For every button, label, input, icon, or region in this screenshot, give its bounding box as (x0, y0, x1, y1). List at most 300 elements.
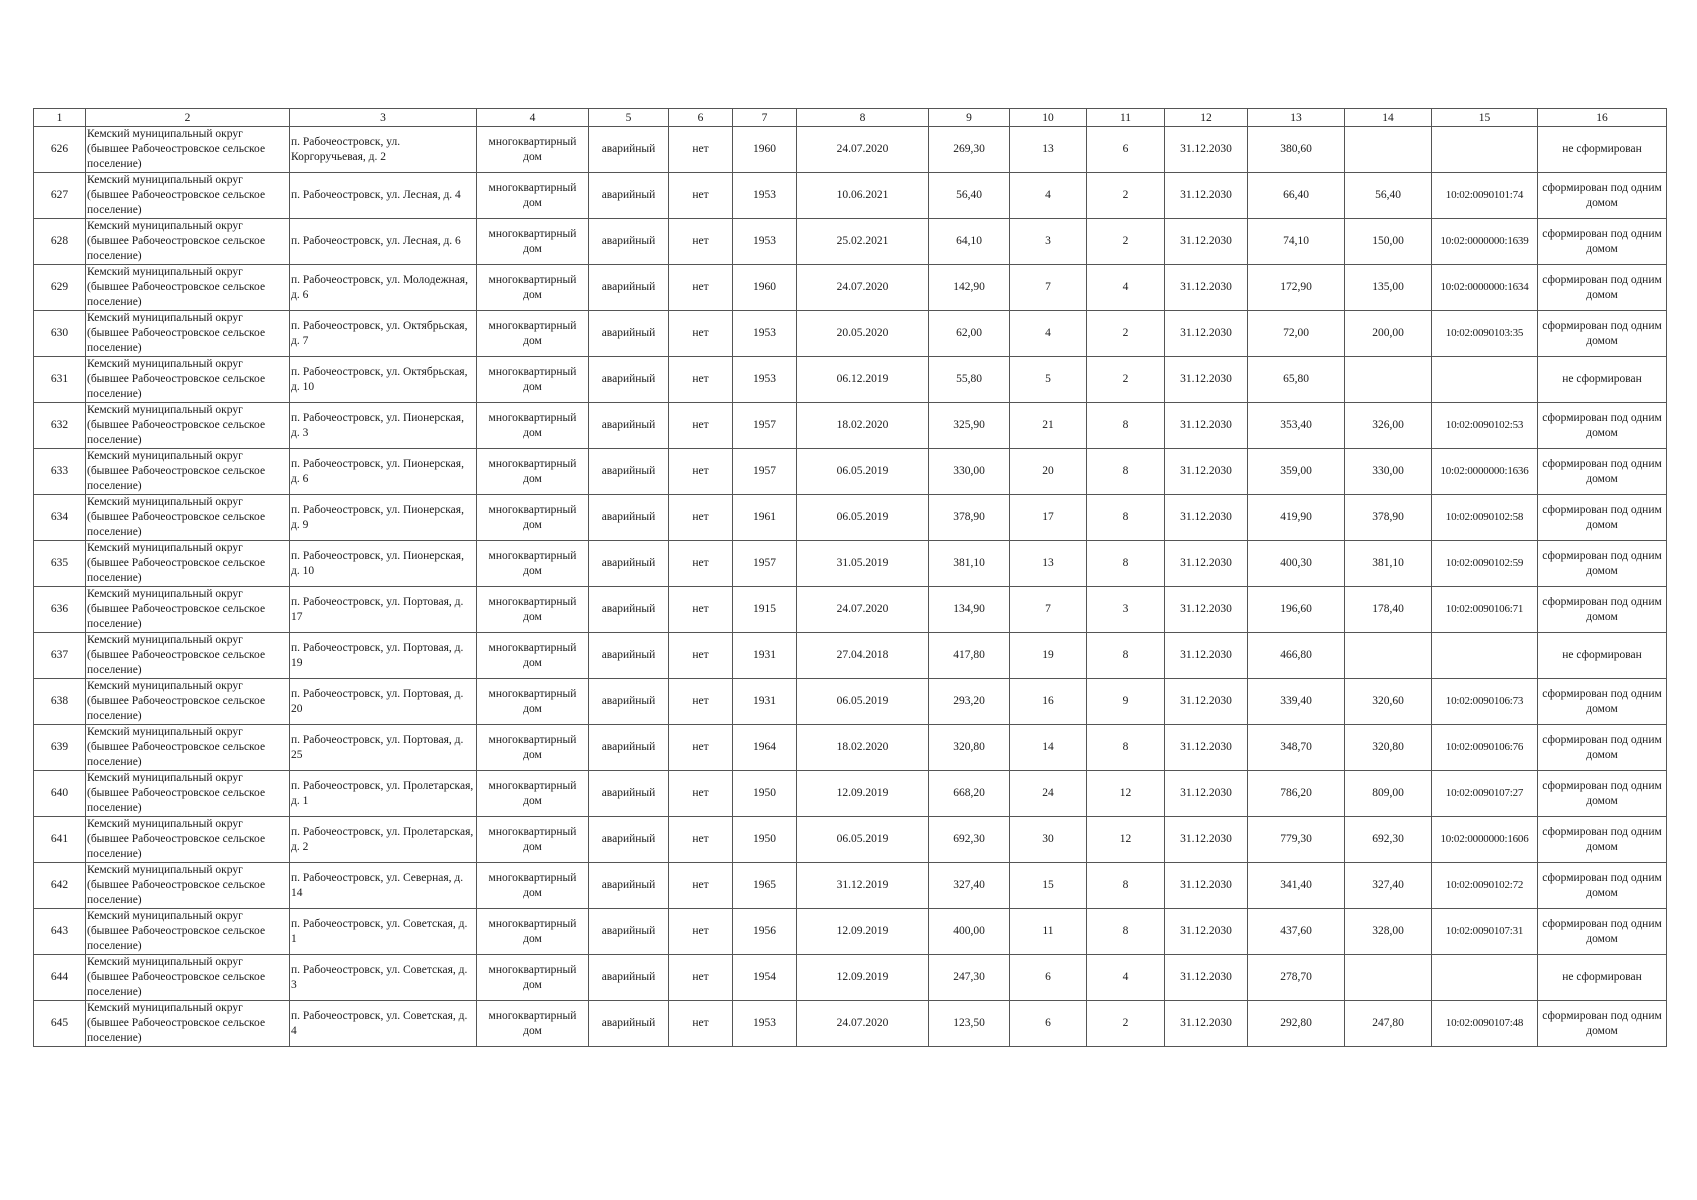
condition-cell: аварийный (589, 265, 669, 311)
apartments-cell: 8 (1087, 403, 1165, 449)
land-status-cell: сформирован под одним домом (1538, 771, 1667, 817)
total-area-cell: 172,90 (1248, 265, 1345, 311)
flag-cell: нет (669, 449, 733, 495)
cadastral-number-cell: 10:02:0000000:1636 (1432, 449, 1538, 495)
condition-cell: аварийный (589, 587, 669, 633)
land-area-cell: 320,80 (1345, 725, 1432, 771)
apartments-cell: 8 (1087, 909, 1165, 955)
flag-cell: нет (669, 173, 733, 219)
cadastral-number-cell (1432, 357, 1538, 403)
condition-cell: аварийный (589, 1001, 669, 1047)
year-built-cell: 1953 (733, 1001, 797, 1047)
condition-cell: аварийный (589, 633, 669, 679)
table-row (34, 587, 1667, 633)
condition-cell: аварийный (589, 863, 669, 909)
header-row (34, 109, 1667, 127)
land-area-cell: 135,00 (1345, 265, 1432, 311)
municipality-cell: Кемский муниципальный округ (бывшее Рабочеостровское сельское поселение) (86, 679, 290, 725)
resettlement-deadline-cell: 31.12.2030 (1165, 1001, 1248, 1047)
row-number-cell: 643 (34, 909, 86, 955)
land-status-cell: сформирован под одним домом (1538, 1001, 1667, 1047)
area-cell: 330,00 (929, 449, 1010, 495)
municipality-cell: Кемский муниципальный округ (бывшее Рабочеостровское сельское поселение) (86, 173, 290, 219)
address-cell: п. Рабочеостровск, ул. Пролетарская, д. 1 (290, 771, 477, 817)
column-header-1: 1 (34, 109, 86, 127)
residents-cell: 19 (1010, 633, 1087, 679)
column-number-header (34, 109, 1667, 127)
column-header-2: 2 (86, 109, 290, 127)
address-cell: п. Рабочеостровск, ул. Портовая, д. 20 (290, 679, 477, 725)
table-row (34, 909, 1667, 955)
land-status-cell: сформирован под одним домом (1538, 541, 1667, 587)
building-type-cell: многоквартирный дом (477, 357, 589, 403)
total-area-cell: 341,40 (1248, 863, 1345, 909)
year-built-cell: 1960 (733, 265, 797, 311)
condition-cell: аварийный (589, 955, 669, 1001)
address-cell: п. Рабочеостровск, ул. Октябрьская, д. 7 (290, 311, 477, 357)
recognition-date-cell: 12.09.2019 (797, 771, 929, 817)
recognition-date-cell: 27.04.2018 (797, 633, 929, 679)
recognition-date-cell: 18.02.2020 (797, 403, 929, 449)
housing-table (33, 108, 1667, 1047)
total-area-cell: 466,80 (1248, 633, 1345, 679)
flag-cell: нет (669, 127, 733, 173)
year-built-cell: 1964 (733, 725, 797, 771)
building-type-cell: многоквартирный дом (477, 541, 589, 587)
area-cell: 56,40 (929, 173, 1010, 219)
column-header-8: 8 (797, 109, 929, 127)
condition-cell: аварийный (589, 909, 669, 955)
land-area-cell: 381,10 (1345, 541, 1432, 587)
flag-cell: нет (669, 357, 733, 403)
column-header-12: 12 (1165, 109, 1248, 127)
condition-cell: аварийный (589, 495, 669, 541)
land-area-cell: 178,40 (1345, 587, 1432, 633)
resettlement-deadline-cell: 31.12.2030 (1165, 633, 1248, 679)
row-number-cell: 636 (34, 587, 86, 633)
row-number-cell: 635 (34, 541, 86, 587)
recognition-date-cell: 24.07.2020 (797, 127, 929, 173)
flag-cell: нет (669, 909, 733, 955)
year-built-cell: 1953 (733, 311, 797, 357)
municipality-cell: Кемский муниципальный округ (бывшее Рабочеостровское сельское поселение) (86, 265, 290, 311)
apartments-cell: 2 (1087, 311, 1165, 357)
resettlement-deadline-cell: 31.12.2030 (1165, 357, 1248, 403)
resettlement-deadline-cell: 31.12.2030 (1165, 311, 1248, 357)
table-row (34, 127, 1667, 173)
land-area-cell: 378,90 (1345, 495, 1432, 541)
municipality-cell: Кемский муниципальный округ (бывшее Рабочеостровское сельское поселение) (86, 1001, 290, 1047)
row-number-cell: 639 (34, 725, 86, 771)
address-cell: п. Рабочеостровск, ул. Пионерская, д. 9 (290, 495, 477, 541)
land-area-cell (1345, 633, 1432, 679)
land-area-cell: 327,40 (1345, 863, 1432, 909)
land-status-cell: не сформирован (1538, 357, 1667, 403)
resettlement-deadline-cell: 31.12.2030 (1165, 219, 1248, 265)
land-status-cell: сформирован под одним домом (1538, 679, 1667, 725)
table-row (34, 679, 1667, 725)
apartments-cell: 3 (1087, 587, 1165, 633)
total-area-cell: 353,40 (1248, 403, 1345, 449)
recognition-date-cell: 06.05.2019 (797, 449, 929, 495)
address-cell: п. Рабочеостровск, ул. Лесная, д. 4 (290, 173, 477, 219)
resettlement-deadline-cell: 31.12.2030 (1165, 587, 1248, 633)
residents-cell: 30 (1010, 817, 1087, 863)
resettlement-deadline-cell: 31.12.2030 (1165, 725, 1248, 771)
land-area-cell: 247,80 (1345, 1001, 1432, 1047)
cadastral-number-cell: 10:02:0090102:59 (1432, 541, 1538, 587)
resettlement-deadline-cell: 31.12.2030 (1165, 955, 1248, 1001)
resettlement-deadline-cell: 31.12.2030 (1165, 495, 1248, 541)
resettlement-deadline-cell: 31.12.2030 (1165, 817, 1248, 863)
column-header-15: 15 (1432, 109, 1538, 127)
cadastral-number-cell: 10:02:0000000:1606 (1432, 817, 1538, 863)
address-cell: п. Рабочеостровск, ул. Портовая, д. 19 (290, 633, 477, 679)
land-status-cell: сформирован под одним домом (1538, 863, 1667, 909)
row-number-cell: 629 (34, 265, 86, 311)
total-area-cell: 348,70 (1248, 725, 1345, 771)
cadastral-number-cell: 10:02:0090106:71 (1432, 587, 1538, 633)
building-type-cell: многоквартирный дом (477, 725, 589, 771)
cadastral-number-cell (1432, 127, 1538, 173)
land-area-cell: 809,00 (1345, 771, 1432, 817)
apartments-cell: 8 (1087, 863, 1165, 909)
cadastral-number-cell: 10:02:0000000:1634 (1432, 265, 1538, 311)
area-cell: 293,20 (929, 679, 1010, 725)
total-area-cell: 196,60 (1248, 587, 1345, 633)
condition-cell: аварийный (589, 357, 669, 403)
condition-cell: аварийный (589, 771, 669, 817)
cadastral-number-cell: 10:02:0090101:74 (1432, 173, 1538, 219)
table-body (34, 127, 1667, 1047)
flag-cell: нет (669, 1001, 733, 1047)
recognition-date-cell: 06.05.2019 (797, 679, 929, 725)
address-cell: п. Рабочеостровск, ул. Пролетарская, д. 2 (290, 817, 477, 863)
cadastral-number-cell: 10:02:0090103:35 (1432, 311, 1538, 357)
total-area-cell: 400,30 (1248, 541, 1345, 587)
land-status-cell: сформирован под одним домом (1538, 265, 1667, 311)
table-row (34, 1001, 1667, 1047)
residents-cell: 24 (1010, 771, 1087, 817)
recognition-date-cell: 12.09.2019 (797, 955, 929, 1001)
resettlement-deadline-cell: 31.12.2030 (1165, 265, 1248, 311)
recognition-date-cell: 18.02.2020 (797, 725, 929, 771)
area-cell: 123,50 (929, 1001, 1010, 1047)
recognition-date-cell: 31.12.2019 (797, 863, 929, 909)
land-status-cell: сформирован под одним домом (1538, 219, 1667, 265)
total-area-cell: 72,00 (1248, 311, 1345, 357)
residents-cell: 21 (1010, 403, 1087, 449)
land-area-cell (1345, 357, 1432, 403)
flag-cell: нет (669, 771, 733, 817)
row-number-cell: 642 (34, 863, 86, 909)
condition-cell: аварийный (589, 449, 669, 495)
address-cell: п. Рабочеостровск, ул. Пионерская, д. 10 (290, 541, 477, 587)
land-status-cell: не сформирован (1538, 127, 1667, 173)
recognition-date-cell: 20.05.2020 (797, 311, 929, 357)
column-header-13: 13 (1248, 109, 1345, 127)
flag-cell: нет (669, 541, 733, 587)
recognition-date-cell: 12.09.2019 (797, 909, 929, 955)
recognition-date-cell: 24.07.2020 (797, 1001, 929, 1047)
address-cell: п. Рабочеостровск, ул. Северная, д. 14 (290, 863, 477, 909)
total-area-cell: 786,20 (1248, 771, 1345, 817)
row-number-cell: 626 (34, 127, 86, 173)
column-header-5: 5 (589, 109, 669, 127)
flag-cell: нет (669, 403, 733, 449)
table-row (34, 403, 1667, 449)
land-area-cell (1345, 955, 1432, 1001)
year-built-cell: 1950 (733, 771, 797, 817)
total-area-cell: 359,00 (1248, 449, 1345, 495)
row-number-cell: 633 (34, 449, 86, 495)
address-cell: п. Рабочеостровск, ул. Советская, д. 1 (290, 909, 477, 955)
area-cell: 327,40 (929, 863, 1010, 909)
municipality-cell: Кемский муниципальный округ (бывшее Рабочеостровское сельское поселение) (86, 219, 290, 265)
year-built-cell: 1957 (733, 541, 797, 587)
building-type-cell: многоквартирный дом (477, 219, 589, 265)
area-cell: 320,80 (929, 725, 1010, 771)
apartments-cell: 8 (1087, 495, 1165, 541)
residents-cell: 6 (1010, 1001, 1087, 1047)
condition-cell: аварийный (589, 311, 669, 357)
area-cell: 142,90 (929, 265, 1010, 311)
residents-cell: 6 (1010, 955, 1087, 1001)
year-built-cell: 1957 (733, 403, 797, 449)
resettlement-deadline-cell: 31.12.2030 (1165, 541, 1248, 587)
condition-cell: аварийный (589, 173, 669, 219)
resettlement-deadline-cell: 31.12.2030 (1165, 449, 1248, 495)
building-type-cell: многоквартирный дом (477, 771, 589, 817)
municipality-cell: Кемский муниципальный округ (бывшее Рабочеостровское сельское поселение) (86, 909, 290, 955)
resettlement-deadline-cell: 31.12.2030 (1165, 403, 1248, 449)
residents-cell: 4 (1010, 311, 1087, 357)
building-type-cell: многоквартирный дом (477, 909, 589, 955)
column-header-7: 7 (733, 109, 797, 127)
land-area-cell: 150,00 (1345, 219, 1432, 265)
land-status-cell: сформирован под одним домом (1538, 725, 1667, 771)
total-area-cell: 65,80 (1248, 357, 1345, 403)
column-header-3: 3 (290, 109, 477, 127)
recognition-date-cell: 24.07.2020 (797, 265, 929, 311)
row-number-cell: 641 (34, 817, 86, 863)
flag-cell: нет (669, 495, 733, 541)
area-cell: 269,30 (929, 127, 1010, 173)
resettlement-deadline-cell: 31.12.2030 (1165, 771, 1248, 817)
building-type-cell: многоквартирный дом (477, 449, 589, 495)
apartments-cell: 6 (1087, 127, 1165, 173)
land-status-cell: сформирован под одним домом (1538, 909, 1667, 955)
land-area-cell: 326,00 (1345, 403, 1432, 449)
residents-cell: 13 (1010, 127, 1087, 173)
cadastral-number-cell: 10:02:0090106:76 (1432, 725, 1538, 771)
land-status-cell: сформирован под одним домом (1538, 449, 1667, 495)
apartments-cell: 8 (1087, 541, 1165, 587)
table-row (34, 541, 1667, 587)
recognition-date-cell: 10.06.2021 (797, 173, 929, 219)
address-cell: п. Рабочеостровск, ул. Молодежная, д. 6 (290, 265, 477, 311)
year-built-cell: 1931 (733, 679, 797, 725)
row-number-cell: 630 (34, 311, 86, 357)
address-cell: п. Рабочеостровск, ул. Советская, д. 3 (290, 955, 477, 1001)
residents-cell: 3 (1010, 219, 1087, 265)
resettlement-deadline-cell: 31.12.2030 (1165, 679, 1248, 725)
address-cell: п. Рабочеостровск, ул. Портовая, д. 17 (290, 587, 477, 633)
total-area-cell: 419,90 (1248, 495, 1345, 541)
building-type-cell: многоквартирный дом (477, 863, 589, 909)
municipality-cell: Кемский муниципальный округ (бывшее Рабочеостровское сельское поселение) (86, 357, 290, 403)
resettlement-deadline-cell: 31.12.2030 (1165, 863, 1248, 909)
residents-cell: 11 (1010, 909, 1087, 955)
land-area-cell: 330,00 (1345, 449, 1432, 495)
table-row (34, 633, 1667, 679)
year-built-cell: 1953 (733, 357, 797, 403)
column-header-10: 10 (1010, 109, 1087, 127)
table-row (34, 771, 1667, 817)
building-type-cell: многоквартирный дом (477, 817, 589, 863)
year-built-cell: 1961 (733, 495, 797, 541)
column-header-16: 16 (1538, 109, 1667, 127)
municipality-cell: Кемский муниципальный округ (бывшее Рабочеостровское сельское поселение) (86, 587, 290, 633)
area-cell: 692,30 (929, 817, 1010, 863)
municipality-cell: Кемский муниципальный округ (бывшее Рабочеостровское сельское поселение) (86, 955, 290, 1001)
column-header-4: 4 (477, 109, 589, 127)
apartments-cell: 2 (1087, 1001, 1165, 1047)
address-cell: п. Рабочеостровск, ул. Портовая, д. 25 (290, 725, 477, 771)
area-cell: 381,10 (929, 541, 1010, 587)
row-number-cell: 644 (34, 955, 86, 1001)
total-area-cell: 74,10 (1248, 219, 1345, 265)
municipality-cell: Кемский муниципальный округ (бывшее Рабочеостровское сельское поселение) (86, 725, 290, 771)
resettlement-deadline-cell: 31.12.2030 (1165, 173, 1248, 219)
recognition-date-cell: 06.05.2019 (797, 817, 929, 863)
building-type-cell: многоквартирный дом (477, 265, 589, 311)
area-cell: 417,80 (929, 633, 1010, 679)
flag-cell: нет (669, 725, 733, 771)
year-built-cell: 1960 (733, 127, 797, 173)
address-cell: п. Рабочеостровск, ул. Коргоручьевая, д. 2 (290, 127, 477, 173)
municipality-cell: Кемский муниципальный округ (бывшее Рабочеостровское сельское поселение) (86, 495, 290, 541)
building-type-cell: многоквартирный дом (477, 127, 589, 173)
recognition-date-cell: 06.12.2019 (797, 357, 929, 403)
condition-cell: аварийный (589, 127, 669, 173)
total-area-cell: 292,80 (1248, 1001, 1345, 1047)
area-cell: 62,00 (929, 311, 1010, 357)
cadastral-number-cell: 10:02:0000000:1639 (1432, 219, 1538, 265)
address-cell: п. Рабочеостровск, ул. Октябрьская, д. 10 (290, 357, 477, 403)
building-type-cell: многоквартирный дом (477, 495, 589, 541)
municipality-cell: Кемский муниципальный округ (бывшее Рабочеостровское сельское поселение) (86, 541, 290, 587)
condition-cell: аварийный (589, 817, 669, 863)
row-number-cell: 638 (34, 679, 86, 725)
row-number-cell: 628 (34, 219, 86, 265)
address-cell: п. Рабочеостровск, ул. Пионерская, д. 6 (290, 449, 477, 495)
row-number-cell: 632 (34, 403, 86, 449)
municipality-cell: Кемский муниципальный округ (бывшее Рабочеостровское сельское поселение) (86, 127, 290, 173)
apartments-cell: 4 (1087, 955, 1165, 1001)
municipality-cell: Кемский муниципальный округ (бывшее Рабочеостровское сельское поселение) (86, 449, 290, 495)
cadastral-number-cell (1432, 955, 1538, 1001)
column-header-6: 6 (669, 109, 733, 127)
condition-cell: аварийный (589, 219, 669, 265)
year-built-cell: 1953 (733, 173, 797, 219)
land-area-cell: 56,40 (1345, 173, 1432, 219)
year-built-cell: 1953 (733, 219, 797, 265)
column-header-14: 14 (1345, 109, 1432, 127)
resettlement-deadline-cell: 31.12.2030 (1165, 127, 1248, 173)
year-built-cell: 1957 (733, 449, 797, 495)
recognition-date-cell: 24.07.2020 (797, 587, 929, 633)
cadastral-number-cell: 10:02:0090102:53 (1432, 403, 1538, 449)
total-area-cell: 437,60 (1248, 909, 1345, 955)
address-cell: п. Рабочеостровск, ул. Советская, д. 4 (290, 1001, 477, 1047)
residents-cell: 7 (1010, 265, 1087, 311)
address-cell: п. Рабочеостровск, ул. Лесная, д. 6 (290, 219, 477, 265)
row-number-cell: 631 (34, 357, 86, 403)
area-cell: 64,10 (929, 219, 1010, 265)
table-row (34, 357, 1667, 403)
land-area-cell: 200,00 (1345, 311, 1432, 357)
recognition-date-cell: 31.05.2019 (797, 541, 929, 587)
flag-cell: нет (669, 587, 733, 633)
land-status-cell: сформирован под одним домом (1538, 311, 1667, 357)
row-number-cell: 637 (34, 633, 86, 679)
apartments-cell: 4 (1087, 265, 1165, 311)
building-type-cell: многоквартирный дом (477, 955, 589, 1001)
year-built-cell: 1956 (733, 909, 797, 955)
land-status-cell: сформирован под одним домом (1538, 495, 1667, 541)
total-area-cell: 779,30 (1248, 817, 1345, 863)
residents-cell: 20 (1010, 449, 1087, 495)
apartments-cell: 9 (1087, 679, 1165, 725)
municipality-cell: Кемский муниципальный округ (бывшее Рабочеостровское сельское поселение) (86, 403, 290, 449)
area-cell: 668,20 (929, 771, 1010, 817)
table-row (34, 495, 1667, 541)
residents-cell: 14 (1010, 725, 1087, 771)
land-status-cell: сформирован под одним домом (1538, 817, 1667, 863)
building-type-cell: многоквартирный дом (477, 679, 589, 725)
land-status-cell: не сформирован (1538, 633, 1667, 679)
row-number-cell: 640 (34, 771, 86, 817)
building-type-cell: многоквартирный дом (477, 311, 589, 357)
flag-cell: нет (669, 863, 733, 909)
recognition-date-cell: 25.02.2021 (797, 219, 929, 265)
cadastral-number-cell: 10:02:0090106:73 (1432, 679, 1538, 725)
apartments-cell: 2 (1087, 219, 1165, 265)
residents-cell: 16 (1010, 679, 1087, 725)
address-cell: п. Рабочеостровск, ул. Пионерская, д. 3 (290, 403, 477, 449)
flag-cell: нет (669, 265, 733, 311)
condition-cell: аварийный (589, 725, 669, 771)
row-number-cell: 634 (34, 495, 86, 541)
resettlement-deadline-cell: 31.12.2030 (1165, 909, 1248, 955)
residents-cell: 7 (1010, 587, 1087, 633)
condition-cell: аварийный (589, 403, 669, 449)
cadastral-number-cell: 10:02:0090107:48 (1432, 1001, 1538, 1047)
apartments-cell: 8 (1087, 725, 1165, 771)
apartments-cell: 12 (1087, 771, 1165, 817)
flag-cell: нет (669, 817, 733, 863)
land-status-cell: сформирован под одним домом (1538, 173, 1667, 219)
building-type-cell: многоквартирный дом (477, 633, 589, 679)
area-cell: 247,30 (929, 955, 1010, 1001)
apartments-cell: 2 (1087, 173, 1165, 219)
total-area-cell: 380,60 (1248, 127, 1345, 173)
table-row (34, 863, 1667, 909)
land-status-cell: сформирован под одним домом (1538, 587, 1667, 633)
cadastral-number-cell: 10:02:0090107:31 (1432, 909, 1538, 955)
table-row (34, 955, 1667, 1001)
